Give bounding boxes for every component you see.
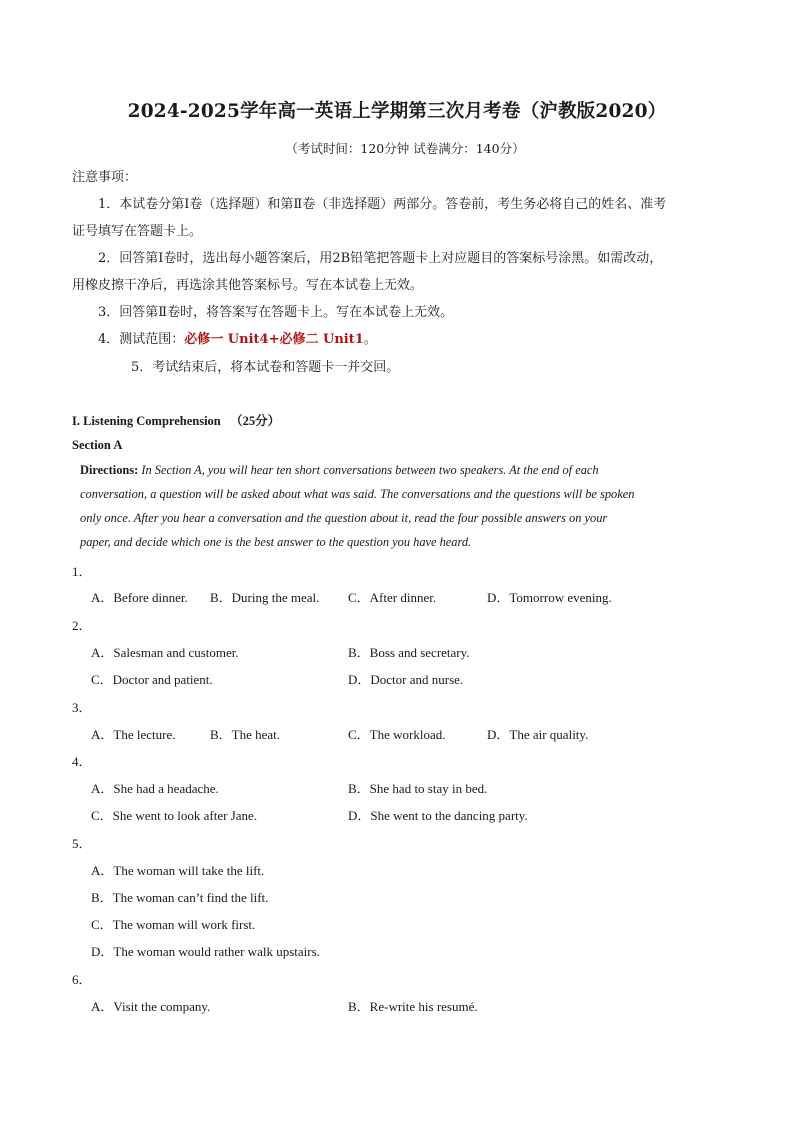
option-d: D．Doctor and nurse. — [348, 672, 464, 687]
test-range: 必修一 Unit4+必修二 Unit1 — [184, 332, 364, 347]
option-a: A．The woman will take the lift. — [91, 863, 265, 878]
option-c: C．The woman will work first. — [91, 917, 256, 932]
question-number: 2． — [72, 618, 92, 633]
option-c: C．After dinner. — [348, 590, 437, 605]
directions-line-3: only once. After you hear a conversation and the question about it, read the four possible answers on your — [80, 511, 608, 525]
directions-label: Directions: — [80, 463, 139, 477]
question-number: 6． — [72, 972, 92, 987]
directions-line-1 — [80, 463, 716, 478]
note-item-5: 5．考试结束后，将本试卷和答题卡一并交回。 — [131, 360, 400, 375]
notes-heading: 注意事项： — [72, 170, 138, 185]
note-item-1-line-1: 1．本试卷分第Ⅰ卷（选择题）和第Ⅱ卷（非选择题）两部分。答卷前，考生务必将自己的姓名、准考 — [98, 197, 667, 212]
option-b: B．Boss and secretary. — [348, 645, 470, 660]
option-c: C．The workload. — [348, 727, 446, 742]
option-b: B．She had to stay in bed. — [348, 781, 488, 796]
question-number: 4． — [72, 754, 92, 769]
option-d: D．The air quality. — [487, 727, 589, 742]
note-item-1-line-2: 证号填写在答题卡上。 — [72, 224, 203, 239]
option-a: A．Before dinner. — [91, 590, 188, 605]
option-d: D．The woman would rather walk upstairs. — [91, 944, 320, 959]
part-title: I. Listening Comprehension — [72, 414, 221, 428]
option-b: B．The woman can’t find the lift. — [91, 890, 269, 905]
option-b: B．The heat. — [210, 727, 281, 742]
option-a: A．The lecture. — [91, 727, 176, 742]
directions-text-1: In Section A, you will hear ten short conversations between two speakers. At the end of each — [138, 463, 599, 477]
note-item-4-suffix: 。 — [363, 332, 377, 347]
note-item-4 — [98, 328, 377, 347]
note-item-3: 3．回答第Ⅱ卷时，将答案写在答题卡上。写在本试卷上无效。 — [98, 305, 454, 320]
page-title: 2024-2025学年高一英语上学期第三次月考卷（沪教版2020） — [127, 101, 667, 122]
part-heading — [72, 411, 280, 429]
note-item-2-line-1: 2．回答第Ⅰ卷时，选出每小题答案后，用2B铅笔把答题卡上对应题目的答案标号涂黑。如需改动， — [98, 251, 663, 266]
question-number: 3． — [72, 700, 92, 715]
option-d: D．Tomorrow evening. — [487, 590, 612, 605]
exam-info: （考试时间：120分钟 试卷满分：140分） — [285, 141, 525, 156]
question-number: 5． — [72, 836, 92, 851]
question-number: 1． — [72, 564, 92, 579]
option-b: B．During the meal. — [210, 590, 320, 605]
directions-line-4: paper, and decide which one is the best answer to the question you have heard. — [80, 535, 472, 549]
part-score: （25分） — [230, 414, 281, 428]
directions-line-2: conversation, a question will be asked about what was said. The conversations and the questions will be spoken — [80, 487, 635, 501]
option-b: B．Re-write his resumé. — [348, 999, 478, 1014]
note-item-2-line-2: 用橡皮擦干净后，再选涂其他答案标号。写在本试卷上无效。 — [72, 278, 424, 293]
option-a: A．Visit the company. — [91, 999, 211, 1014]
section-title: Section A — [72, 438, 123, 452]
option-a: A．She had a headache. — [91, 781, 219, 796]
option-c: C．She went to look after Jane. — [91, 808, 258, 823]
option-d: D．She went to the dancing party. — [348, 808, 528, 823]
option-a: A．Salesman and customer. — [91, 645, 239, 660]
option-c: C．Doctor and patient. — [91, 672, 213, 687]
note-item-4-prefix: 4．测试范围： — [98, 332, 185, 347]
